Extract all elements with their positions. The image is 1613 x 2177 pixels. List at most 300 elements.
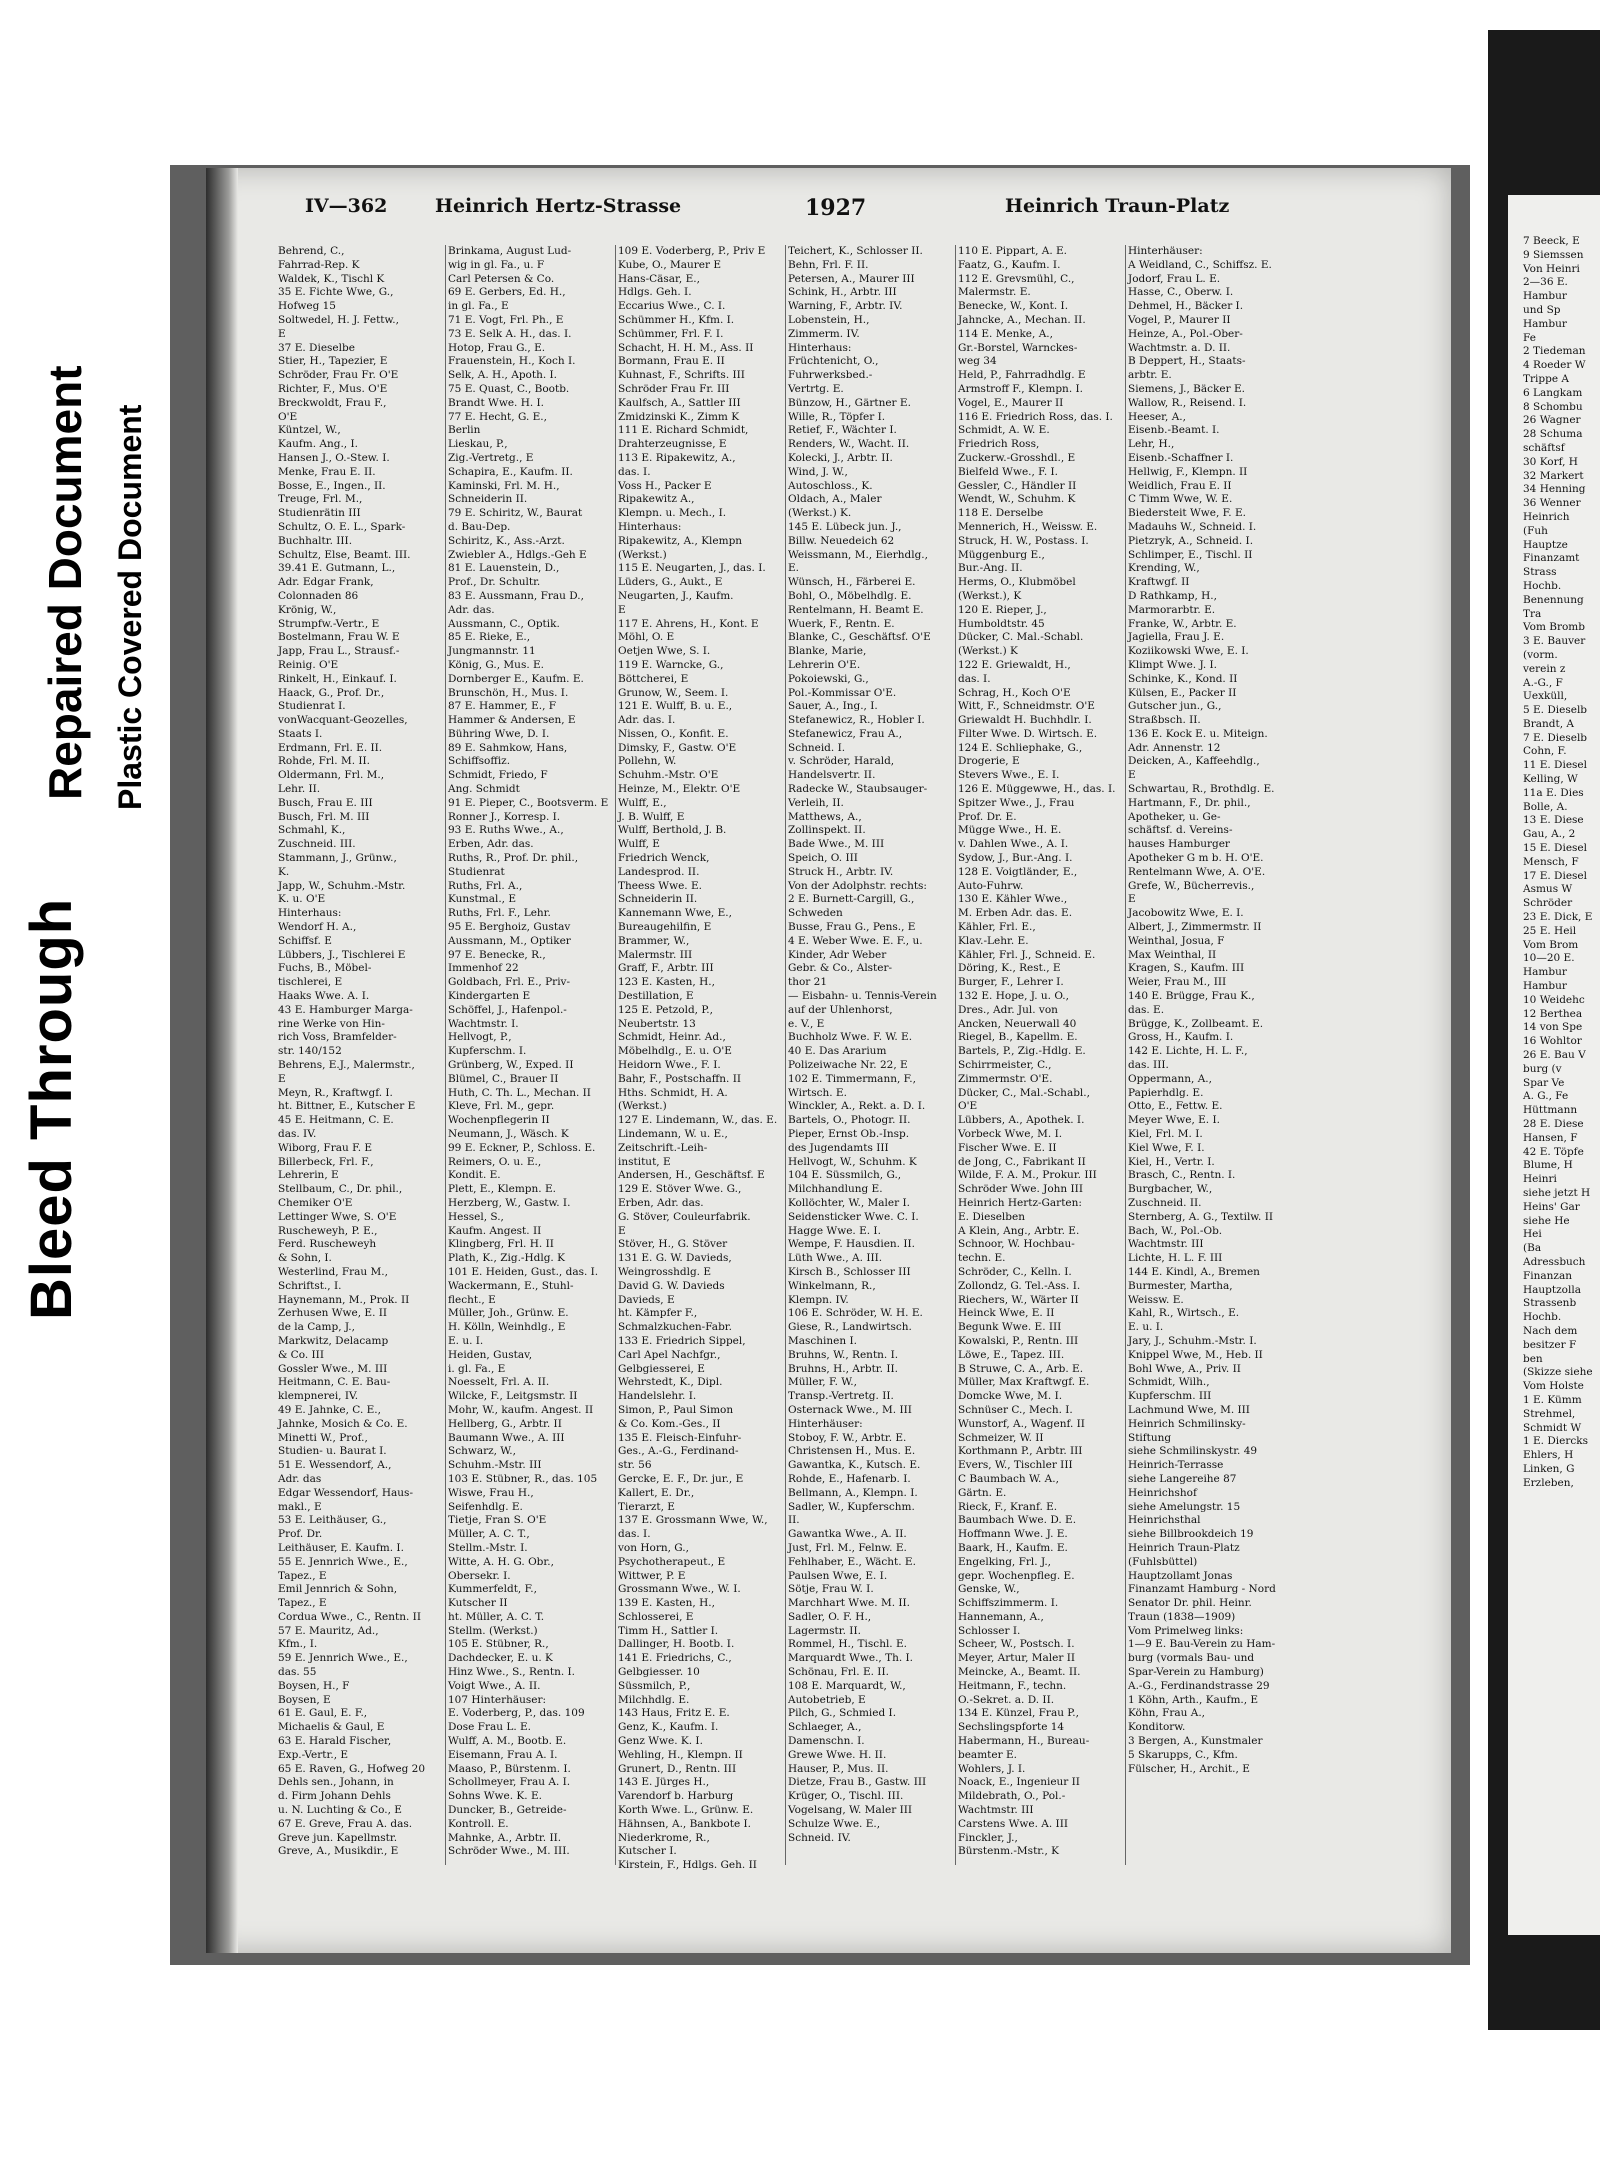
directory-entry-line: Gr.-Borstel, Warnckes- — [958, 341, 1078, 354]
directory-entry-line: Giese, R., Landwirtsch. — [788, 1321, 912, 1334]
directory-entry-line: 49 E. Jahnke, C. E., — [278, 1403, 381, 1416]
directory-entry-line: auf der Uhlenhorst, — [788, 1003, 893, 1016]
directory-entry-line: (Fuhlsbüttel) — [1128, 1555, 1198, 1568]
adjacent-page-line: siehe He — [1523, 1214, 1570, 1227]
adjacent-page-line: A. G., Fe — [1523, 1090, 1569, 1103]
directory-entry-line: Lehr. II. — [278, 783, 321, 796]
directory-entry-line: Benecke, W., Kont. I. — [958, 300, 1069, 313]
directory-entry-line: Adr. das. — [448, 603, 495, 616]
street-heading-left: Heinrich Hertz-Strasse — [435, 195, 682, 217]
directory-entry-line: Engelking, Frl. J., — [958, 1555, 1052, 1568]
directory-entry-line: Petersen, A., Maurer III — [788, 272, 915, 285]
adjacent-page-line: Hambur — [1523, 290, 1567, 303]
directory-entry-line: Zig.-Vertretg., E — [448, 451, 534, 464]
directory-entry-line: Bellmann, A., Klempn. I. — [788, 1486, 918, 1499]
directory-entry-line: Zmidzinski K., Zimm K — [618, 410, 740, 423]
adjacent-page-line: Heinrich — [1523, 510, 1570, 523]
directory-entry-line: Dose Frau L. E. — [448, 1721, 531, 1734]
directory-entry-line: 125 E. Petzold, P., — [618, 1003, 713, 1016]
adjacent-page-line: Benennung — [1523, 593, 1584, 606]
directory-entry-line: Korthmann P., Arbtr. III — [958, 1445, 1083, 1458]
directory-entry-line: Müggenburg E., — [958, 548, 1045, 561]
directory-entry-line: J. B. Wulff, E — [618, 810, 685, 823]
adjacent-page-line: 14 von Spe — [1523, 1021, 1583, 1034]
directory-entry-line: 67 E. Greve, Frau A. das. — [278, 1817, 413, 1830]
adjacent-page-line: 10 Weidehc — [1523, 993, 1585, 1006]
directory-entry-line: Bielfeld Wwe., F. I. — [958, 465, 1058, 478]
directory-entry-line: Grewe Wwe. H. II. — [788, 1748, 887, 1761]
directory-entry-line: 130 E. Kähler Wwe., — [958, 893, 1068, 906]
adjacent-page-line: Hambur — [1523, 317, 1567, 330]
directory-entry-line: 40 E. Das Ararium — [788, 1045, 887, 1058]
directory-entry-line: 131 E. G. W. Davieds, — [618, 1252, 732, 1265]
directory-entry-line: 129 E. Stöver Wwe. G., — [618, 1183, 742, 1196]
adjacent-page-line: 26 Wagner — [1523, 414, 1581, 427]
side-labels — [0, 320, 160, 1320]
directory-column-3 — [618, 245, 786, 1872]
adjacent-page-line: Hauptzolla — [1523, 1283, 1581, 1296]
directory-entry-line: Witte, A. H. G. Obr., — [448, 1555, 554, 1568]
directory-entry-line: weg 34 — [958, 355, 997, 368]
directory-entry-line: Schlosserei, E — [618, 1610, 694, 1623]
directory-entry-line: Siemens, J., Bäcker E. — [1128, 382, 1245, 395]
directory-entry-line: Schweden — [788, 907, 843, 920]
directory-entry-line: Stöver, H., G. Stöver — [618, 1238, 728, 1251]
directory-entry-line: das. III. — [1128, 1059, 1169, 1072]
directory-entry-line: Lübbers, A., Apothek. I. — [958, 1114, 1085, 1127]
directory-entry-line: thor 21 — [788, 976, 828, 989]
directory-entry-line: Finanzamt Hamburg - Nord — [1128, 1583, 1276, 1596]
directory-entry-line: 59 E. Jennrich Wwe., E., — [278, 1652, 408, 1665]
directory-entry-line: Schnoor, W. Hochbau- — [958, 1238, 1075, 1251]
directory-entry-line: Schacht, H. H. M., Ass. II — [618, 341, 754, 354]
directory-entry-line: Graff, F., Arbtr. III — [618, 962, 714, 975]
directory-entry-line: Carstens Wwe. A. III — [958, 1817, 1068, 1830]
directory-entry-line: Wünsch, H., Färberei E. — [788, 576, 916, 589]
directory-columns — [278, 245, 1288, 1872]
directory-entry-line: C Baumbach W. A., — [958, 1472, 1059, 1485]
directory-entry-line: 89 E. Sahmkow, Hans, — [448, 741, 568, 754]
directory-entry-line: Zuschneid. II. — [1128, 1196, 1202, 1209]
adjacent-page-line: Mensch, F — [1523, 855, 1579, 868]
directory-entry-line: 87 E. Hammer, E., F — [448, 700, 557, 713]
directory-entry-line: klempnerei, IV. — [278, 1390, 359, 1403]
directory-entry-line: Schiffszimmerm. I. — [958, 1597, 1059, 1610]
directory-entry-line: institut, E — [618, 1155, 671, 1168]
directory-entry-line: Exp.-Vertr., E — [278, 1748, 349, 1761]
adjacent-page-line: Adressbuch — [1523, 1255, 1586, 1268]
directory-entry-line: Schmeizer, W. II — [958, 1431, 1044, 1444]
directory-entry-line: Schultz, O. E. L., Spark- — [278, 520, 406, 533]
directory-entry-line: Dimsky, F., Gastw. O'E — [618, 741, 737, 754]
directory-entry-line: Ruths, Frl. A., — [448, 879, 523, 892]
directory-entry-line: Burmester, Martha, — [1128, 1279, 1233, 1292]
directory-entry-line: 102 E. Timmermann, F., — [788, 1072, 916, 1085]
directory-entry-line: Heidorn Wwe., F. I. — [618, 1059, 721, 1072]
directory-entry-line: Grünberg, W., Exped. II — [448, 1059, 574, 1072]
directory-entry-line: Mügge Wwe., H. E. — [958, 824, 1062, 837]
adjacent-page-line: 4 Roeder W — [1523, 359, 1586, 372]
directory-entry-line: Schuhm.-Mstr. III — [448, 1459, 542, 1472]
directory-entry-line: siehe Langereihe 87 — [1128, 1472, 1237, 1485]
adjacent-page-line: (Ba — [1523, 1242, 1542, 1255]
directory-entry-line: Kontroll. E. — [448, 1817, 509, 1830]
directory-entry-line: Mahnke, A., Arbtr. II. — [448, 1831, 562, 1844]
directory-entry-line: Domcke Wwe, M. I. — [958, 1390, 1063, 1403]
directory-entry-line: Polizeiwache Nr. 22, E — [788, 1059, 908, 1072]
directory-entry-line: Koziikowski Wwe, E. I. — [1128, 645, 1249, 658]
directory-entry-line: 111 E. Richard Schmidt, — [618, 424, 749, 437]
directory-entry-line: Süssmilch, P., — [618, 1679, 691, 1692]
adjacent-page-line: 42 E. Töpfe — [1523, 1145, 1584, 1158]
directory-entry-line: Gross, H., Kaufm. I. — [1128, 1031, 1234, 1044]
directory-entry-line: Wohlers, J. I. — [958, 1762, 1026, 1775]
adjacent-page-line: 8 Schombu — [1523, 400, 1583, 413]
adjacent-page-line: 7 Beeck, E — [1523, 235, 1580, 247]
directory-entry-line: Blanke, Marie, — [788, 645, 867, 658]
directory-entry-line: 134 E. Künzel, Frau P., — [958, 1707, 1079, 1720]
directory-entry-line: Heinck Wwe, E. II — [958, 1307, 1055, 1320]
directory-entry-line: Hasse, C., Oberw. I. — [1128, 286, 1234, 299]
directory-entry-line: 61 E. Gaul, E. F., — [278, 1707, 368, 1720]
directory-entry-line: Bohl, O., Möbelhdlg. E. — [788, 589, 912, 602]
directory-entry-line: Winkelmann, R., — [788, 1279, 876, 1292]
directory-entry-line: 45 E. Heitmann, C. E. — [278, 1114, 394, 1127]
directory-entry-line: Menke, Frau E. II. — [278, 465, 376, 478]
directory-entry-line: 143 E. Jürges H., — [618, 1776, 710, 1789]
directory-entry-line: Wendorf H. A., — [278, 921, 357, 934]
directory-entry-line: Dücker, C., Mal.-Schabl., — [958, 1086, 1090, 1099]
directory-entry-line: Wilcke, F., Leitgsmstr. II — [448, 1390, 578, 1403]
directory-entry-line: Möbelhdlg., E. u. O'E — [618, 1045, 732, 1058]
directory-entry-line: Schönau, Frl. E. II. — [788, 1666, 889, 1679]
directory-entry-line: Sternberg, A. G., Textilw. II — [1128, 1210, 1274, 1223]
directory-entry-line: Radecke W., Staubsauger- — [788, 783, 928, 796]
directory-entry-line: Klempn. IV. — [788, 1293, 849, 1306]
directory-entry-line: Maaso, P., Bürstenm. I. — [448, 1762, 571, 1775]
directory-entry-line: 128 E. Voigtländer, E., — [958, 865, 1078, 878]
directory-entry-line: Finckler, J., — [958, 1831, 1018, 1844]
directory-entry-line: Boysen, H., F — [278, 1679, 350, 1692]
directory-entry-line: Simon, P., Paul Simon — [618, 1403, 734, 1416]
directory-entry-line: Konditorw. — [1128, 1721, 1186, 1734]
adjacent-page-line: Hambur — [1523, 980, 1567, 993]
directory-entry-line: Renders, W., Wacht. II. — [788, 438, 910, 451]
directory-entry-line: Zeitschrift.-Leih- — [618, 1141, 708, 1154]
directory-entry-line: Eisenb.-Schaffner I. — [1128, 451, 1234, 464]
directory-entry-line: Schmidt, A. W. E. — [958, 424, 1050, 437]
directory-entry-line: Baumann Wwe., A. III — [448, 1431, 565, 1444]
directory-entry-line: Hellwig, F., Klempn. II — [1128, 465, 1248, 478]
directory-entry-line: Retief, F., Wächter I. — [788, 424, 897, 437]
directory-entry-line: Genz Wwe. K. I. — [618, 1735, 703, 1748]
directory-entry-line: Handelsvertr. II. — [788, 769, 876, 782]
directory-entry-line: Wachtmstr. III — [1128, 1238, 1204, 1251]
adjacent-page-line: (vorm. — [1523, 648, 1558, 661]
directory-entry-line: Mennerich, H., Weissw. E. — [958, 520, 1098, 533]
directory-entry-line: Hofweg 15 — [278, 300, 336, 313]
directory-entry-line: Carl Apel Nachfgr., — [618, 1348, 721, 1361]
directory-entry-line: Schröder, C., Kelln. I. — [958, 1265, 1072, 1278]
directory-entry-line: Leithäuser, E. Kaufm. I. — [278, 1541, 404, 1554]
directory-entry-line: Bühring Wwe, D. I. — [448, 727, 550, 740]
adjacent-page-line: 17 E. Diesel — [1523, 869, 1587, 882]
directory-entry-line: Hähnsen, A., Bankbote I. — [618, 1817, 751, 1830]
directory-entry-line: Prof. Dr. E. — [958, 810, 1017, 823]
directory-entry-line: König, G., Mus. E. — [448, 658, 545, 671]
directory-entry-line: Weinthal, Josua, F — [1128, 934, 1225, 947]
adjacent-page-line: Strehmel, — [1523, 1407, 1576, 1420]
directory-entry-line: 132 E. Hope, J. u. O., — [958, 990, 1069, 1003]
directory-entry-line: H. Kölln, Weinhdlg., E — [448, 1321, 566, 1334]
directory-entry-line: Habermann, H., Bureau- — [958, 1735, 1090, 1748]
adjacent-page-line: Strass — [1523, 566, 1557, 579]
directory-entry-line: Gärtn. E. — [958, 1486, 1007, 1499]
directory-entry-line: Waldek, K., Tischl K — [278, 272, 385, 285]
directory-entry-line: Blanke, C., Geschäftsf. O'E — [788, 631, 931, 644]
directory-entry-line: Burger, F., Lehrer I. — [958, 976, 1064, 989]
adjacent-page-line: 15 E. Diesel — [1523, 842, 1587, 855]
directory-entry-line: Schiffsf. E — [278, 934, 332, 947]
directory-entry-line: d. Bau-Dep. — [448, 520, 511, 533]
directory-entry-line: Erdmann, Frl. E. II. — [278, 741, 383, 754]
adjacent-page-line: 1 E. Kümm — [1523, 1393, 1582, 1406]
adjacent-page-line: verein z — [1523, 662, 1566, 675]
adjacent-page-line: Schröder — [1523, 897, 1573, 910]
directory-entry-line: Wachtmstr. a. D. II. — [1128, 341, 1231, 354]
directory-entry-line: Korth Wwe. L., Grünw. E. — [618, 1804, 754, 1817]
directory-entry-line: Sadler, W., Kupferschm. — [788, 1500, 915, 1513]
directory-entry-line: Emil Jennrich & Sohn, — [278, 1583, 398, 1596]
directory-entry-line: Eisemann, Frau A. I. — [448, 1748, 558, 1761]
adjacent-page-line: (Fuh — [1523, 524, 1548, 537]
directory-entry-line: B Deppert, H., Staats- — [1128, 355, 1246, 368]
adjacent-page-line: siehe jetzt H — [1523, 1186, 1591, 1199]
directory-entry-line: Davieds, E — [618, 1293, 675, 1306]
directory-entry-line: Wirtsch. E. — [788, 1086, 847, 1099]
directory-entry-line: & Sohn, I. — [278, 1252, 332, 1265]
directory-entry-line: 51 E. Wessendorf, A., — [278, 1459, 392, 1472]
directory-entry-line: 116 E. Friedrich Ross, das. I. — [958, 410, 1113, 423]
directory-entry-line: Schümmer H., Kfm. I. — [618, 313, 735, 326]
directory-entry-line: David G. W. Davieds — [618, 1279, 725, 1292]
directory-entry-line: Kupferschm. I. — [448, 1045, 527, 1058]
directory-entry-line: Schinke, K., Kond. II — [1128, 672, 1238, 685]
directory-entry-line: v. Schröder, Harald, — [788, 755, 895, 768]
adjacent-page-line: 34 Henning — [1523, 483, 1586, 496]
directory-entry-line: Wiswe, Frau H., — [448, 1486, 534, 1499]
directory-entry-line: Reinig. O'E — [278, 658, 339, 671]
directory-entry-line: Herms, O., Klubmöbel — [958, 576, 1076, 589]
directory-entry-line: Riechers, W., Wärter II — [958, 1293, 1079, 1306]
directory-entry-line: Ges., A.-G., Ferdinand- — [618, 1445, 739, 1458]
directory-entry-line: Wille, R., Töpfer I. — [788, 410, 886, 423]
directory-entry-line: Kolecki, J., Arbtr. II. — [788, 451, 893, 464]
directory-entry-line: 83 E. Aussmann, Frau D., — [448, 589, 584, 602]
directory-entry-line: 85 E. Rieke, E., — [448, 631, 531, 644]
directory-entry-line: Jungmannstr. 11 — [448, 645, 536, 658]
directory-entry-line: Hinterhaus: — [618, 520, 682, 533]
directory-entry-line: Duncker, B., Getreide- — [448, 1804, 567, 1817]
directory-entry-line: E — [1128, 769, 1136, 782]
directory-entry-line: Köhn, Frau A., — [1128, 1707, 1206, 1720]
directory-entry-line: Milchhandlung E. — [788, 1183, 883, 1196]
directory-entry-line: Bartels, P., Zig.-Hdlg. E. — [958, 1045, 1086, 1058]
directory-entry-line: Studienrätin III — [278, 507, 361, 520]
directory-entry-line: (Werkst.) K — [958, 645, 1018, 658]
directory-entry-line: E. Voderberg, P., das. 109 — [448, 1707, 585, 1720]
directory-entry-line: vonWacquant-Geozelles, — [278, 714, 408, 727]
directory-entry-line: Carl Petersen & Co. — [448, 272, 555, 285]
directory-entry-line: ht. Müller, A. C. T. — [448, 1610, 545, 1623]
directory-entry-line: 39.41 E. Gutmann, L., — [278, 562, 396, 575]
adjacent-page-line: 13 E. Diese — [1523, 814, 1584, 827]
directory-entry-line: Hellberg, G., Arbtr. II — [448, 1417, 562, 1430]
directory-entry-line: Adr. Edgar Frank, — [278, 576, 374, 589]
directory-entry-line: Fehlhaber, E., Wächt. E. — [788, 1555, 916, 1568]
directory-entry-line: Bur.-Ang. II. — [958, 562, 1023, 575]
directory-entry-line: Kähler, Frl. E., — [958, 921, 1036, 934]
directory-entry-line: A.-G., Ferdinandstrasse 29 — [1128, 1679, 1270, 1692]
directory-entry-line: Ruths, R., Prof. Dr. phil., — [448, 852, 579, 865]
directory-entry-line: 124 E. Schliephake, G., — [958, 741, 1083, 754]
directory-entry-line: Wuerk, F., Rentn. E. — [788, 617, 895, 630]
directory-entry-line: Auto-Fuhrw. — [958, 879, 1024, 892]
directory-entry-line: Rentelmann Wwe, A. O'E. — [1128, 865, 1266, 878]
directory-entry-line: Tapez., E — [278, 1597, 327, 1610]
directory-entry-line: Studien- u. Baurat I. — [278, 1445, 387, 1458]
directory-entry-line: Handelslehr. I. — [618, 1390, 697, 1403]
directory-entry-line: Hinterhaus: — [278, 907, 342, 920]
directory-column-4 — [788, 245, 956, 1865]
directory-entry-line: 103 E. Stübner, R., das. 105 — [448, 1472, 598, 1485]
directory-entry-line: Gelbgiesserei, E — [618, 1362, 705, 1375]
directory-entry-line: Heinrichshof — [1128, 1486, 1197, 1499]
directory-entry-line: Winckler, A., Rekt. a. D. I. — [788, 1100, 926, 1113]
directory-entry-line: (Werkst.) K. — [788, 507, 852, 520]
directory-entry-line: hauses Hamburger — [1128, 838, 1230, 851]
adjacent-page-line: Von Heinri — [1523, 262, 1580, 275]
directory-entry-line: Jahncke, A., Mechan. II. — [958, 313, 1086, 326]
directory-entry-line: G. Stöver, Couleurfabrik. — [618, 1210, 751, 1223]
directory-entry-line: rich Voss, Bramfelder- — [278, 1031, 397, 1044]
directory-entry-line: Lehrerin, E — [278, 1169, 339, 1182]
directory-entry-line: Stier, H., Tapezier, E — [278, 355, 388, 368]
directory-entry-line: Vom Primelweg links: — [1128, 1624, 1244, 1637]
directory-entry-line: Rohde, E., Hafenarb. I. — [788, 1472, 911, 1485]
directory-entry-line: Bartels, O., Photogr. II. — [788, 1114, 911, 1127]
directory-entry-line: Schriftst., I. — [278, 1279, 342, 1292]
directory-entry-line: Schröder Frau Fr. III — [618, 382, 730, 395]
directory-entry-line: 112 E. Grevsmühl, C., — [958, 272, 1075, 285]
directory-entry-line: str. 56 — [618, 1459, 652, 1472]
adjacent-page-line: Ehlers, H — [1523, 1449, 1574, 1462]
directory-entry-line: Deicken, A., Kaffeehdlg., — [1128, 755, 1260, 768]
directory-entry-line: Behn, Frl. F. II. — [788, 258, 869, 271]
directory-entry-line: Rentelmann, H. Beamt E. — [788, 603, 924, 616]
adjacent-page-line: 32 Markert — [1523, 469, 1584, 482]
directory-entry-line: Brügge, K., Zollbeamt. E. — [1128, 1017, 1264, 1030]
directory-entry-line: Destillation, E — [618, 990, 694, 1003]
adjacent-page-line: (Skizze siehe — [1523, 1366, 1593, 1379]
adjacent-page-line: 5 E. Dieselb — [1523, 704, 1588, 717]
directory-entry-line: Busch, Frl. M. III — [278, 810, 370, 823]
directory-entry-line: 133 E. Friedrich Sippel, — [618, 1334, 746, 1347]
directory-entry-line: Kiel, Frl. M. I. — [1128, 1128, 1203, 1140]
directory-entry-line: Sydow, J., Bur.-Ang. I. — [958, 852, 1073, 865]
directory-entry-line: Ruths, Frl. F., Lehr. — [448, 907, 551, 920]
directory-entry-line: Kowalski, P., Rentn. III — [958, 1334, 1079, 1347]
directory-entry-line: Weier, Frau M., III — [1128, 976, 1227, 989]
directory-entry-line: Rieck, F., Kranf. E. — [958, 1500, 1058, 1513]
directory-entry-line: gepr. Wochenpfleg. E. — [958, 1569, 1075, 1582]
directory-entry-line: Jacobowitz Wwe, E. I. — [1128, 907, 1244, 920]
directory-entry-line: Psychotherapeut., E — [618, 1555, 726, 1568]
directory-entry-line: Stoboy, F. W., Arbtr. E. — [788, 1431, 907, 1444]
adjacent-page-line: 10—20 E. — [1523, 952, 1575, 965]
directory-entry-line: Billw. Neuedeich 62 — [788, 534, 895, 547]
directory-entry-line: Behrens, E.J., Malermstr., — [278, 1059, 415, 1072]
directory-entry-line: Breckwoldt, Frau F., — [278, 396, 387, 409]
directory-entry-line: 35 E. Fichte Wwe, G., — [278, 286, 394, 299]
directory-entry-line: Niederkrome, R., — [618, 1831, 710, 1844]
directory-entry-line: Dietze, Frau B., Gastw. III — [788, 1776, 927, 1789]
directory-entry-line: Wilde, F. A. M., Prokur. III — [958, 1169, 1097, 1182]
directory-entry-line: Selk, A. H., Apoth. I. — [448, 369, 557, 382]
directory-entry-line: Neumann, J., Wäsch. K — [448, 1128, 569, 1140]
directory-entry-line: Adr. Annenstr. 12 — [1128, 741, 1221, 754]
directory-entry-line: Begunk Wwe. E. III — [958, 1321, 1062, 1334]
directory-entry-line: Heitmann, F., techn. — [958, 1679, 1067, 1692]
directory-entry-line: Hinz Wwe., S., Rentn. I. — [448, 1666, 576, 1679]
directory-entry-line: O'E — [278, 410, 298, 423]
directory-entry-line: Meyer Wwe, E. I. — [1128, 1114, 1220, 1127]
adjacent-page-line: 25 E. Heil — [1523, 924, 1577, 937]
directory-entry-line: das. IV. — [278, 1128, 317, 1140]
directory-entry-line: de la Camp, J., — [278, 1321, 355, 1334]
directory-entry-line: Bade Wwe., M. III — [788, 838, 885, 851]
directory-column-6 — [1128, 245, 1288, 1865]
directory-entry-line: Paulsen Wwe, E. I. — [788, 1569, 888, 1582]
directory-entry-line: Lagermstr. II. — [788, 1624, 861, 1637]
directory-entry-line: Genz, K., Kaufm. I. — [618, 1721, 719, 1734]
directory-entry-line: Küntzel, W., — [278, 424, 341, 437]
directory-entry-line: Stiftung — [1128, 1431, 1172, 1444]
directory-entry-line: Autobetrieb, E — [788, 1693, 866, 1706]
directory-entry-line: Hdlgs. Geh. I. — [618, 286, 692, 299]
directory-entry-line: Soltwedel, H. J. Fettw., — [278, 313, 399, 326]
adjacent-page-line: Linken, G — [1523, 1462, 1575, 1475]
directory-entry-line: Kiel, H., Vertr. I. — [1128, 1155, 1215, 1168]
adjacent-page-line: Hansen, F — [1523, 1131, 1578, 1144]
year-heading: 1927 — [805, 195, 867, 221]
directory-entry-line: M. Erben Adr. das. E. — [958, 907, 1073, 920]
directory-entry-line: i. gl. Fa., E — [448, 1362, 506, 1375]
directory-entry-line: Böttcherei, E — [618, 672, 689, 685]
directory-entry-line: Treuge, Frl. M., — [278, 493, 363, 506]
directory-entry-line: 118 E. Derselbe — [958, 507, 1044, 520]
directory-entry-line: Zollinspekt. II. — [788, 824, 866, 837]
directory-entry-line: Schümmer, Frl. F. I. — [618, 327, 724, 340]
directory-entry-line: Neubertstr. 13 — [618, 1017, 696, 1030]
adjacent-page-line: Bolle, A. — [1523, 800, 1568, 813]
directory-entry-line: Zerhusen Wwe, E. II — [278, 1307, 388, 1320]
directory-entry-line: 5 Skarupps, C., Kfm. — [1128, 1748, 1238, 1761]
directory-entry-line: Markwitz, Delacamp — [278, 1334, 389, 1347]
directory-entry-line: Meyn, R., Kraftwgf. I. — [278, 1086, 393, 1099]
directory-entry-line: Busch, Frau E. III — [278, 796, 373, 809]
directory-entry-line: Heinrich Traun-Platz — [1128, 1541, 1240, 1554]
